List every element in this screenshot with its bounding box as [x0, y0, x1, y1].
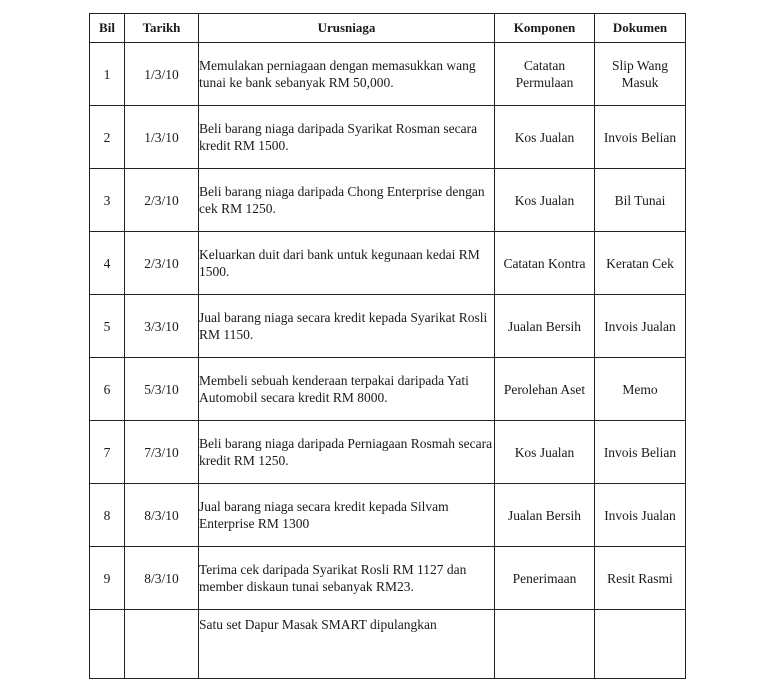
cell-urusniaga: Beli barang niaga daripada Syarikat Rosman secara kredit RM 1500. — [199, 106, 495, 169]
cell-urusniaga: Jual barang niaga secara kredit kepada Silvam Enterprise RM 1300 — [199, 484, 495, 547]
cell-dokumen: Invois Belian — [595, 421, 686, 484]
cell-komponen: Kos Jualan — [495, 106, 595, 169]
cell-bil — [90, 610, 125, 679]
cell-dokumen: Keratan Cek — [595, 232, 686, 295]
cell-bil: 8 — [90, 484, 125, 547]
cell-urusniaga: Terima cek daripada Syarikat Rosli RM 1127 dan member diskaun tunai sebanyak RM23. — [199, 547, 495, 610]
cell-urusniaga: Memulakan perniagaan dengan memasukkan wang tunai ke bank sebanyak RM 50,000. — [199, 43, 495, 106]
cell-tarikh: 1/3/10 — [125, 43, 199, 106]
table-row — [90, 547, 686, 610]
cell-dokumen: Bil Tunai — [595, 169, 686, 232]
cell-bil: 5 — [90, 295, 125, 358]
cell-bil: 1 — [90, 43, 125, 106]
table-row — [90, 484, 686, 547]
cell-dokumen: Invois Jualan — [595, 484, 686, 547]
cell-dokumen: Slip Wang Masuk — [595, 43, 686, 106]
header-row — [90, 14, 686, 43]
cell-urusniaga: Jual barang niaga secara kredit kepada Syarikat Rosli RM 1150. — [199, 295, 495, 358]
cell-dokumen — [595, 610, 686, 679]
cell-komponen: Catatan Kontra — [495, 232, 595, 295]
cell-bil: 2 — [90, 106, 125, 169]
cell-dokumen: Invois Jualan — [595, 295, 686, 358]
cell-tarikh: 2/3/10 — [125, 169, 199, 232]
table-row — [90, 169, 686, 232]
cell-tarikh — [125, 610, 199, 679]
table-row — [90, 106, 686, 169]
cell-tarikh: 3/3/10 — [125, 295, 199, 358]
cell-bil: 9 — [90, 547, 125, 610]
cell-komponen: Kos Jualan — [495, 169, 595, 232]
table-row — [90, 232, 686, 295]
transactions-table — [89, 13, 686, 679]
cell-dokumen: Invois Belian — [595, 106, 686, 169]
header-komponen: Komponen — [495, 14, 595, 43]
table-body — [90, 43, 686, 679]
cell-urusniaga: Membeli sebuah kenderaan terpakai daripada Yati Automobil secara kredit RM 8000. — [199, 358, 495, 421]
cell-komponen: Jualan Bersih — [495, 484, 595, 547]
cell-dokumen: Memo — [595, 358, 686, 421]
cell-bil: 4 — [90, 232, 125, 295]
cell-komponen: Catatan Permulaan — [495, 43, 595, 106]
table-header — [90, 14, 686, 43]
table-row-partial — [90, 610, 686, 679]
cell-komponen — [495, 610, 595, 679]
cell-tarikh: 5/3/10 — [125, 358, 199, 421]
cell-dokumen: Resit Rasmi — [595, 547, 686, 610]
cell-urusniaga: Beli barang niaga daripada Perniagaan Rosmah secara kredit RM 1250. — [199, 421, 495, 484]
cell-komponen: Penerimaan — [495, 547, 595, 610]
cell-tarikh: 7/3/10 — [125, 421, 199, 484]
header-urusniaga: Urusniaga — [199, 14, 495, 43]
cell-komponen: Kos Jualan — [495, 421, 595, 484]
header-dokumen: Dokumen — [595, 14, 686, 43]
cell-bil: 3 — [90, 169, 125, 232]
cell-urusniaga: Keluarkan duit dari bank untuk kegunaan kedai RM 1500. — [199, 232, 495, 295]
cell-urusniaga: Beli barang niaga daripada Chong Enterprise dengan cek RM 1250. — [199, 169, 495, 232]
cell-tarikh: 2/3/10 — [125, 232, 199, 295]
table-row — [90, 43, 686, 106]
header-tarikh: Tarikh — [125, 14, 199, 43]
cell-urusniaga: Satu set Dapur Masak SMART dipulangkan — [199, 610, 495, 679]
header-bil: Bil — [90, 14, 125, 43]
cell-tarikh: 8/3/10 — [125, 484, 199, 547]
table-row — [90, 295, 686, 358]
table-row — [90, 421, 686, 484]
cell-tarikh: 1/3/10 — [125, 106, 199, 169]
cell-komponen: Perolehan Aset — [495, 358, 595, 421]
table-row — [90, 358, 686, 421]
cell-bil: 6 — [90, 358, 125, 421]
cell-komponen: Jualan Bersih — [495, 295, 595, 358]
cell-tarikh: 8/3/10 — [125, 547, 199, 610]
cell-bil: 7 — [90, 421, 125, 484]
